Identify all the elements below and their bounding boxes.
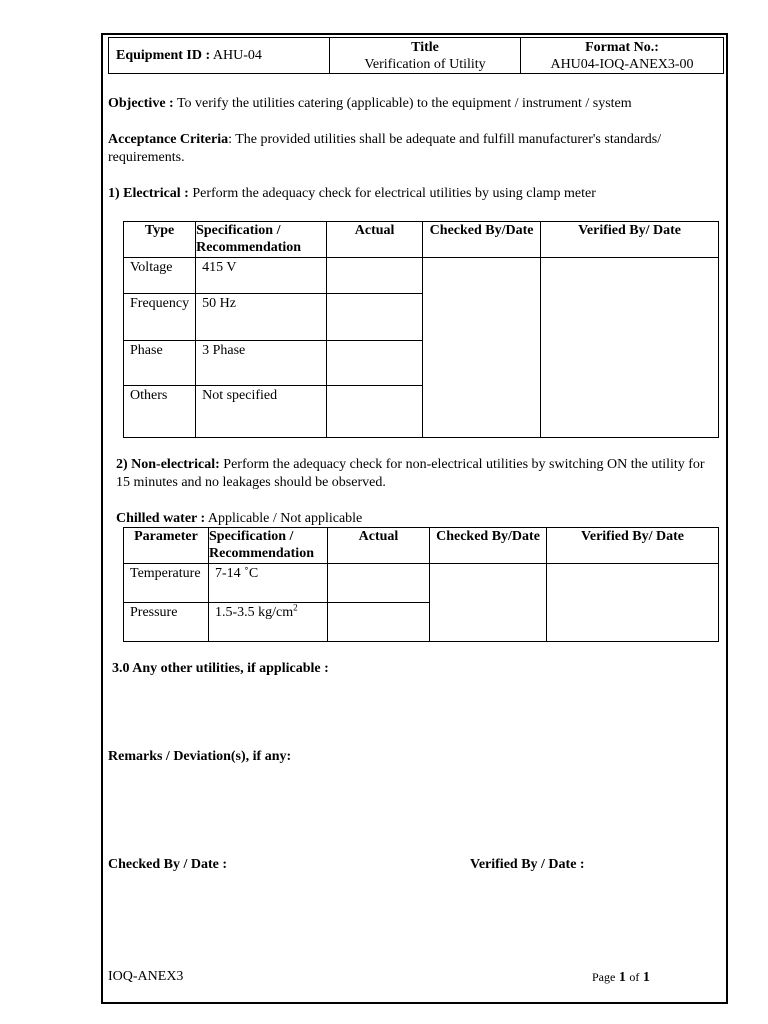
title-label: Title (411, 39, 439, 55)
page-total: 1 (642, 970, 650, 985)
equipment-id-cell (109, 38, 330, 74)
format-label: Format No.: (585, 39, 659, 55)
chilled-water-table (123, 527, 719, 642)
spec-text: 1.5-3.5 kg/cm (215, 605, 294, 620)
title-value: Verification of Utility (364, 56, 486, 72)
of-word: of (629, 970, 640, 984)
non-electrical-label: 2) Non-electrical: (116, 457, 220, 472)
spec-cell: 7-14 ˚C (209, 564, 328, 603)
electrical-table (123, 221, 719, 438)
objective (108, 95, 718, 113)
spec-cell: Not specified (196, 386, 327, 438)
actual-cell[interactable] (327, 258, 423, 294)
spec-cell: 415 V (196, 258, 327, 294)
remarks-label: Remarks / Deviation(s), if any: (108, 749, 292, 764)
table-row (124, 564, 719, 603)
actual-cell[interactable] (327, 294, 423, 341)
spec-cell: 3 Phase (196, 341, 327, 386)
type-cell: Others (124, 386, 196, 438)
parameter-cell: Temperature (124, 564, 209, 603)
col-spec: Specification / Recommendation (196, 222, 327, 258)
format-cell (521, 38, 724, 74)
checked-by-cell[interactable] (423, 258, 541, 438)
acceptance-text: : The provided utilities shall be adequate and fulfill manufacturer's standards/ requirements. (108, 132, 662, 165)
table-row (124, 258, 719, 294)
type-cell: Voltage (124, 258, 196, 294)
col-actual: Actual (327, 222, 423, 258)
type-cell: Frequency (124, 294, 196, 341)
objective-label: Objective : (108, 96, 174, 111)
col-verified: Verified By/ Date (541, 222, 719, 258)
title-cell (330, 38, 521, 74)
parameter-cell: Pressure (124, 603, 209, 642)
col-actual: Actual (328, 528, 430, 564)
doc-ref: IOQ-ANEX3 (108, 969, 184, 984)
col-parameter: Parameter (124, 528, 209, 564)
actual-cell[interactable] (328, 603, 430, 642)
actual-cell[interactable] (327, 341, 423, 386)
chilled-water-label: Chilled water : (116, 511, 206, 526)
col-type: Type (124, 222, 196, 258)
spec-cell: 50 Hz (196, 294, 327, 341)
page-num: 1 (618, 970, 626, 985)
electrical-text: Perform the adequacy check for electrical utilities by using clamp meter (192, 186, 596, 201)
other-utilities-label: 3.0 Any other utilities, if applicable : (112, 661, 329, 676)
acceptance-label: Acceptance Criteria (108, 132, 229, 147)
chilled-water-options[interactable]: Applicable / Not applicable (207, 511, 363, 526)
checked-by-cell[interactable] (430, 564, 547, 642)
electrical-label: 1) Electrical : (108, 186, 189, 201)
equipment-id-label: Equipment ID : (116, 48, 211, 63)
actual-cell[interactable] (327, 386, 423, 438)
acceptance-criteria (108, 131, 718, 167)
col-checked: Checked By/Date (423, 222, 541, 258)
non-electrical-text: Perform the adequacy check for non-electrical utilities by switching ON the utility for 15 minutes and no leakages should be observed. (116, 457, 705, 490)
electrical-heading (108, 185, 718, 203)
verified-by-cell[interactable] (541, 258, 719, 438)
col-checked: Checked By/Date (430, 528, 547, 564)
checked-by-label: Checked By / Date : (108, 857, 227, 872)
spec-superscript: 2 (293, 602, 298, 613)
equipment-id-value: AHU-04 (212, 48, 262, 63)
col-spec: Specification / Recommendation (209, 528, 328, 564)
col-verified: Verified By/ Date (547, 528, 719, 564)
actual-cell[interactable] (328, 564, 430, 603)
verified-by-cell[interactable] (547, 564, 719, 642)
chilled-water-heading (116, 510, 516, 528)
header-table (108, 37, 724, 74)
page-word: Page (592, 970, 616, 984)
spec-cell (209, 603, 328, 642)
verified-by-label: Verified By / Date : (470, 857, 585, 872)
objective-text: To verify the utilities catering (applicable) to the equipment / instrument / system (176, 96, 632, 111)
page-number (592, 968, 650, 987)
type-cell: Phase (124, 341, 196, 386)
non-electrical-paragraph (116, 456, 716, 492)
format-value: AHU04-IOQ-ANEX3-00 (550, 56, 694, 72)
